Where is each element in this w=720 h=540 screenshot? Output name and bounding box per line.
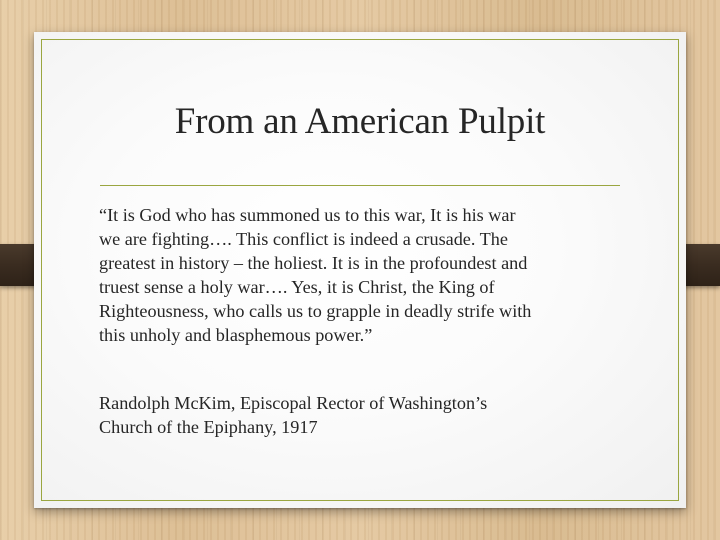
attribution-line: Randolph McKim, Episcopal Rector of Washington’s: [99, 393, 488, 413]
quote-line: this unholy and blasphemous power.”: [99, 325, 373, 345]
quote-line: truest sense a holy war…. Yes, it is Christ, the King of: [99, 277, 495, 297]
slide-title: From an American Pulpit: [174, 101, 546, 142]
title-divider: [100, 185, 620, 186]
quote-text: [99, 203, 629, 347]
slide-card: [34, 32, 686, 508]
quote-line: greatest in history – the holiest. It is in the profoundest and: [99, 253, 528, 273]
quote-line: we are fighting…. This conflict is indeed a crusade. The: [99, 229, 508, 249]
attribution-line: Church of the Epiphany, 1917: [99, 417, 318, 437]
quote-line: “It is God who has summoned us to this war, It is his war: [99, 205, 516, 225]
quote-line: Righteousness, who calls us to grapple in deadly strife with: [99, 301, 532, 321]
quote-attribution: [99, 391, 629, 439]
